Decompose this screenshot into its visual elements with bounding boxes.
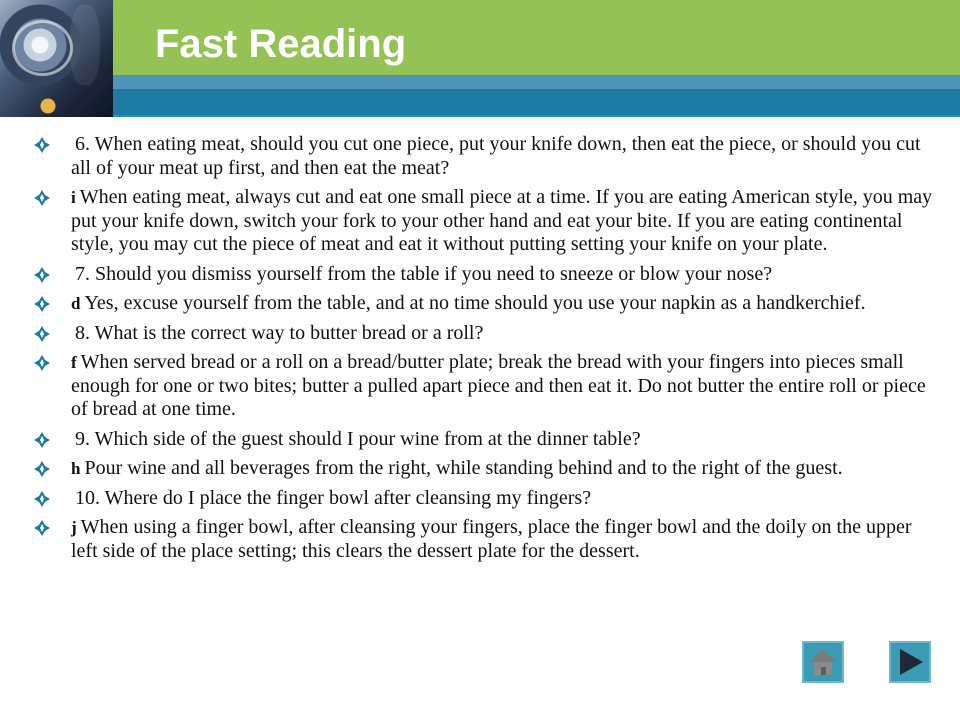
headlight-reflection [70, 5, 100, 85]
list-item [34, 428, 934, 452]
diamond-bullet-icon [34, 432, 50, 448]
home-icon [804, 643, 842, 681]
header-divider [113, 115, 960, 117]
list-item [34, 186, 934, 257]
answer-key: j [71, 518, 77, 537]
item-text: When eating meat, always cut and eat one small piece at a time. If you are eating American style, you may put your knife down, switch your fork to your other hand and eat your bite. If you are eating continental style, you may cut the piece of meat and eat it without putting setting your knife on your plate. [71, 186, 933, 255]
item-text: When served bread or a roll on a bread/butter plate; break the bread with your fingers into pieces small enough for one or two bites; butter a pulled apart piece and then eat it. Do not butter the entire roll or piece of bread at one time. [71, 351, 926, 420]
diamond-bullet-icon [34, 296, 50, 312]
page-title: Fast Reading [155, 22, 407, 66]
header-teal-band [113, 89, 960, 117]
list-item [34, 516, 934, 563]
diamond-bullet-icon [34, 520, 50, 536]
list-item [34, 457, 934, 481]
header-headlight-photo [0, 0, 113, 117]
list-item [34, 133, 934, 180]
diamond-bullet-icon [34, 190, 50, 206]
list-item [34, 322, 934, 346]
list-item [34, 351, 934, 422]
diamond-bullet-icon [34, 355, 50, 371]
answer-key: i [71, 188, 76, 207]
header-teal-strip [113, 75, 960, 89]
list-item [34, 263, 934, 287]
headlight-ring [12, 20, 73, 76]
home-button[interactable] [802, 641, 844, 683]
item-text: Yes, excuse yourself from the table, and at no time should you use your napkin as a handkerchief. [84, 292, 866, 314]
item-text: 8. What is the correct way to butter bread or a roll? [75, 321, 484, 344]
answer-key: h [71, 459, 81, 478]
answer-key: f [71, 353, 77, 372]
diamond-bullet-icon [34, 137, 50, 153]
next-slide-button[interactable] [889, 641, 931, 683]
diamond-bullet-icon [34, 461, 50, 477]
answer-key: d [71, 294, 81, 313]
item-text: When using a finger bowl, after cleansing your fingers, place the finger bowl and the doily on the upper left side of the place setting; this clears the dessert plate for the dessert. [71, 516, 912, 562]
list-item [34, 487, 934, 511]
diamond-bullet-icon [34, 326, 50, 342]
item-text: 10. Where do I place the finger bowl after cleansing my fingers? [75, 486, 592, 509]
diamond-bullet-icon [34, 267, 50, 283]
item-text: Pour wine and all beverages from the right, while standing behind and to the right of the guest. [84, 457, 843, 479]
bullet-list [34, 133, 934, 569]
item-text: 7. Should you dismiss yourself from the table if you need to sneeze or blow your nose? [75, 262, 773, 285]
item-text: 6. When eating meat, should you cut one piece, put your knife down, then eat the piece, or should you cut all of your meat up first, and then eat the meat? [71, 133, 921, 179]
play-right-icon [891, 643, 929, 681]
item-text: 9. Which side of the guest should I pour wine from at the dinner table? [75, 427, 641, 450]
diamond-bullet-icon [34, 491, 50, 507]
list-item [34, 292, 934, 316]
